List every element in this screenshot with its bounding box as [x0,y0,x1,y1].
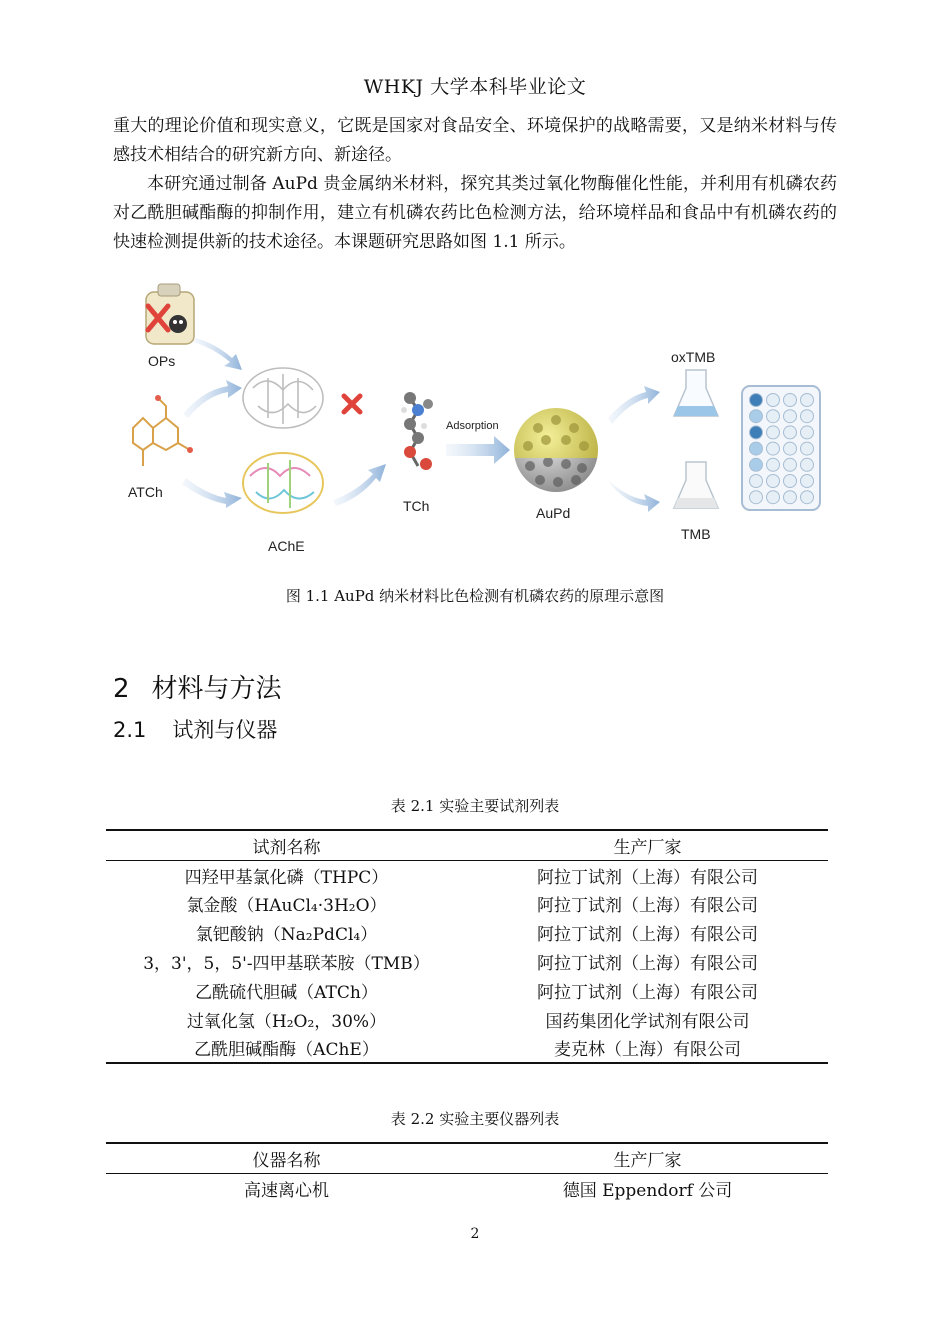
label-aupd: AuPd [536,505,571,521]
reagent-maker: 阿拉丁试剂（上海）有限公司 [537,867,758,888]
reagent-table [106,829,828,1064]
well [750,442,763,455]
adsorption-arrow [446,436,510,464]
reagent-maker: 阿拉丁试剂（上海）有限公司 [537,982,758,1003]
well [750,394,763,407]
reagent-name: 四羟甲基氯化磷（THPC） [184,867,389,888]
oxtmb-flask-icon [674,370,718,416]
well [801,491,814,504]
reagent-maker: 阿拉丁试剂（上海）有限公司 [537,896,758,917]
aupd-nanoparticle-icon [514,408,598,492]
well [784,442,797,455]
instrument-maker: 德国 Eppendorf 公司 [562,1180,733,1201]
table1-caption: 表 2.1 实验主要试剂列表 [390,797,560,815]
well [750,491,763,504]
well [784,394,797,407]
well [767,475,780,488]
section-title: 材料与方法 [151,674,282,704]
well [750,458,763,471]
well [767,426,780,439]
instrument-table [106,1142,828,1203]
arrow-ops-to-ache [193,338,242,370]
arrow-to-tmb [608,480,660,512]
table-row [106,1005,828,1034]
table2-caption: 表 2.2 实验主要仪器列表 [390,1110,560,1128]
well [767,491,780,504]
label-adsorption: Adsorption [446,420,499,432]
active-ache-protein [243,453,323,513]
subsection-number: 2.1 [113,718,147,742]
page-number: 2 [470,1226,480,1242]
well [784,491,797,504]
well [750,410,763,423]
reagent-name: 过氧化氢（H₂O₂，30%） [186,1011,387,1032]
reagent-maker: 阿拉丁试剂（上海）有限公司 [537,925,758,946]
table-row [106,947,828,976]
arrow-to-oxtmb [608,386,660,424]
well [767,394,780,407]
label-oxtmb: oxTMB [671,349,716,365]
well [801,442,814,455]
reagent-name: 氯钯酸钠（Na₂PdCl₄） [195,925,378,946]
reagent-maker: 国药集团化学试剂有限公司 [545,1011,750,1032]
reagent-maker: 麦克林（上海）有限公司 [467,1034,828,1064]
well [767,442,780,455]
instrument-name: 高速离心机 [244,1180,329,1201]
table2-header-maker: 生产厂家 [467,1143,828,1173]
reagent-maker: 阿拉丁试剂（上海）有限公司 [537,954,758,975]
well [767,410,780,423]
atch-molecule-icon [133,395,193,466]
label-tch: TCh [403,498,430,514]
table2-header-name: 仪器名称 [106,1143,467,1173]
tmb-flask-icon [674,462,718,508]
label-tmb: TMB [681,526,711,542]
inhibited-ache-protein [243,368,323,428]
well [767,458,780,471]
table-row [106,1173,828,1202]
well [801,426,814,439]
table-row [106,976,828,1005]
reagent-name: 氯金酸（HAuCl₄·3H₂O） [186,896,387,917]
inhibition-cross-icon [344,396,360,412]
well-plate-icon [742,386,820,510]
table1-header-name: 试剂名称 [106,830,467,860]
well [750,475,763,488]
well [801,458,814,471]
subsection-title: 试剂与仪器 [172,718,278,742]
intro-paragraph-2: 本研究通过制备 AuPd 贵金属纳米材料，探究其类过氧化物酶催化性能，并利用有机磷农药对乙酰胆碱酯酶的抑制作用，建立有机磷农药比色检测方法，给环境样品和食品中有机磷农药的快速检测提供新的技术途径。本课题研究思路如图 1.1 所示。 [113,174,837,252]
well [784,426,797,439]
reagent-name: 3，3'，5，5'-四甲基联苯胺（TMB） [143,954,430,975]
well [784,458,797,471]
label-ops: OPs [148,353,176,369]
page-header: WHKJ 大学本科毕业论文 [363,76,587,98]
table1-header-maker: 生产厂家 [467,830,828,860]
well [801,394,814,407]
figure-caption: 图 1.1 AuPd 纳米材料比色检测有机磷农药的原理示意图 [285,587,665,605]
arrow-atch-down [182,478,242,508]
table-row [106,860,828,889]
section-number: 2 [113,674,130,704]
arrow-ache-to-tch [333,464,386,506]
label-ache: AChE [268,538,305,554]
arrow-atch-up [183,380,242,418]
table-row [106,1034,828,1064]
table-row [106,890,828,919]
intro-paragraph-1: 重大的理论价值和现实意义，它既是国家对食品安全、环境保护的战略需要，又是纳米材料与传感技术相结合的研究新方向、新途径。 [113,116,837,165]
reagent-name: 乙酰胆碱酯酶（AChE） [106,1034,467,1064]
well [784,410,797,423]
well [801,410,814,423]
section-heading-2 [113,668,282,705]
well [784,475,797,488]
table-row [106,918,828,947]
reagent-name: 乙酰硫代胆碱（ATCh） [195,982,378,1003]
subsection-heading-2-1 [113,714,277,744]
well [801,475,814,488]
tch-molecule-icon [401,392,433,470]
pesticide-bottle-icon [146,284,194,344]
well [750,426,763,439]
research-scheme-figure [118,278,832,566]
label-atch: ATCh [128,484,163,500]
